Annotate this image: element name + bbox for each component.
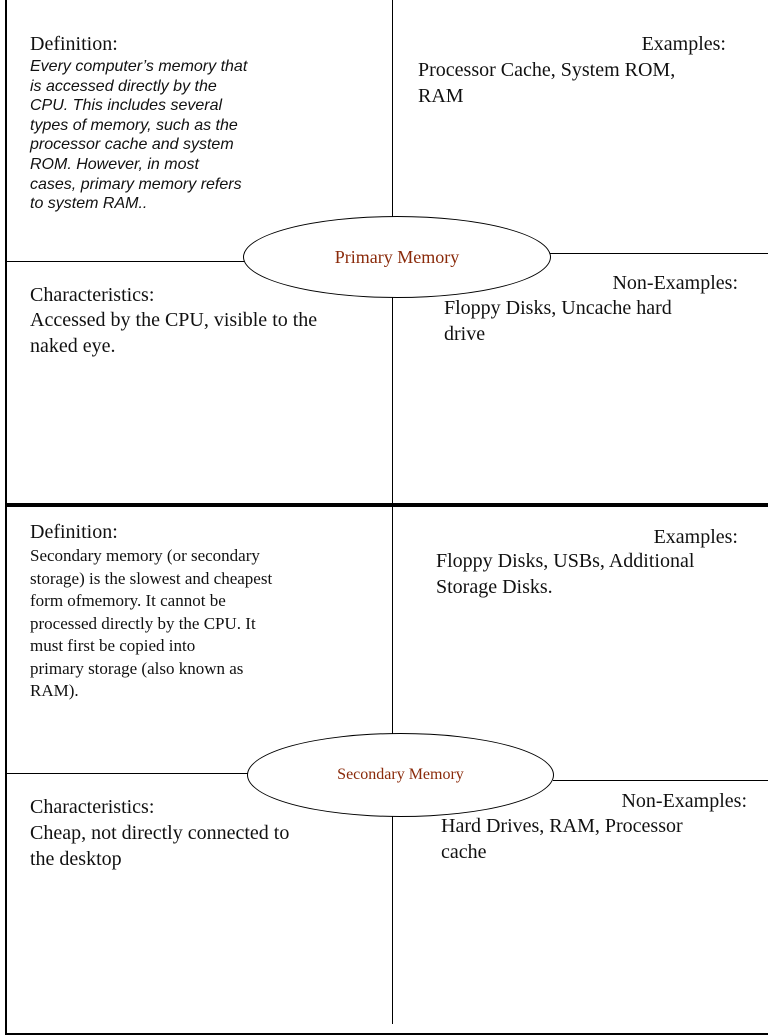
topic-oval bbox=[247, 733, 554, 817]
non-examples-text: Hard Drives, RAM, Processor cache bbox=[441, 815, 683, 863]
characteristics-label: Characteristics: bbox=[30, 796, 155, 818]
definition-text: Every computer’s memory that is accessed directly by the CPU. This includes several types of memory, such as the processor cache and system ROM. However, in most cases, primary memory refers to system RAM.. bbox=[30, 58, 248, 213]
definition-text: Secondary memory (or secondary storage) is the slowest and cheapest form ofmemory. It cannot be processed directly by the CPU. It must first be copied into primary storage (also known as RAM). bbox=[30, 546, 273, 700]
examples-label: Examples: bbox=[641, 33, 726, 55]
topic-oval bbox=[243, 216, 551, 298]
non-examples-label: Non-Examples: bbox=[612, 272, 738, 294]
characteristics-label: Characteristics: bbox=[30, 284, 155, 306]
non-examples-label: Non-Examples: bbox=[621, 790, 747, 812]
horizontal-divider-right bbox=[548, 253, 768, 254]
non-examples-text: Floppy Disks, Uncache hard drive bbox=[444, 297, 672, 345]
examples-label: Examples: bbox=[653, 526, 738, 548]
characteristics-text: Accessed by the CPU, visible to the naked eye. bbox=[30, 309, 318, 357]
examples-text: Processor Cache, System ROM, RAM bbox=[418, 59, 676, 107]
topic-label: Secondary Memory bbox=[337, 766, 464, 783]
horizontal-divider-right bbox=[553, 780, 768, 781]
examples-text: Floppy Disks, USBs, Additional Storage Disks. bbox=[436, 550, 695, 598]
definition-label: Definition: bbox=[30, 33, 118, 55]
horizontal-divider-left bbox=[5, 773, 248, 774]
definition-label: Definition: bbox=[30, 521, 118, 543]
topic-label: Primary Memory bbox=[334, 246, 460, 267]
horizontal-divider-left bbox=[5, 261, 246, 262]
characteristics-text: Cheap, not directly connected to the desktop bbox=[30, 822, 290, 870]
